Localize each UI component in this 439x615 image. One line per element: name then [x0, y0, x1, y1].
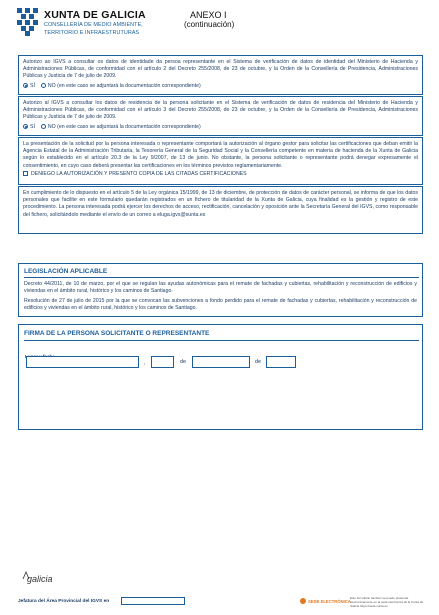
day-input[interactable]	[151, 356, 174, 368]
provincial-area-input[interactable]	[121, 597, 185, 605]
xunta-logo-icon	[17, 8, 39, 36]
identity-consent-options	[23, 83, 418, 89]
year-input[interactable]	[266, 356, 296, 368]
residence-no-label: NO (en este caso se adjuntará la documentación correspondiente)	[47, 123, 201, 130]
ministry-line-1: CONSELLERÍA DE MEDIO AMBIENTE,	[44, 22, 143, 28]
certificates-text: La presentación de la solicitud por la persona interesada o representante comportará la autorización al órgano gestor para solicitar las certificaciones que deban emitir la Agencia Estatal de la Administración Tributaria, la Tesorería General de la Seguridad Social y la Consellería competente en materia de hacienda de la Xunta de Galicia según lo establecido en el artículo 20.3 de la Ley 9/2007, de 13 de junio. No obstante, la persona solicitante o representante podrá denegar expresamente el consentimiento, en cuyo caso deberá presentar las certificaciones en los términos previstos reglamentariamente.	[23, 141, 418, 169]
data-protection-text: En cumplimiento de lo dispuesto en el artículo 5 de la Ley orgánica 15/1999, de 13 de diciembre, de protección de datos de carácter personal, se informa de que los datos personales que facilite en este formulario quedarán registrados en un fichero de titularidad de la Xunta de Galicia, cuya finalidad es la gestión y registro de este procedimiento. La persona interesada podrá ejercer los derechos de acceso, rectificación, cancelación y oposición ante la Secretaría General del IGVS, como responsable del fichero, solicitándolo mediante el envío de un correo a eluga.igvs@xunta.es	[23, 190, 418, 218]
identity-consent-text: Autorizo ao IGVS a consultar os datos de identidade da persoa representante en el Sistema de verificación de datos de identidad del Ministerio de Hacienda y Administraciones Públicas, de conformidad con el artículo 2 del Decreto 255/2008, de 23 de octubre, y la Orden de la Consellería de Presidencia, Administraciones Públicas y Justicia de 7 de julio de 2009.	[23, 59, 418, 80]
residence-yes-label: SÍ	[30, 123, 35, 130]
place-input[interactable]	[26, 356, 139, 368]
brand-title: XUNTA DE GALICIA	[44, 9, 146, 21]
identity-no-radio[interactable]	[41, 83, 46, 88]
sede-note: Este formulario también se puede presentar electrónicamente en la sede electrónica de la Xunta de Galicia https://sede.xunta.es	[350, 596, 424, 608]
data-protection-box	[18, 186, 423, 234]
signature-title: FIRMA DE LA PERSONA SOLICITANTE O REPRESENTANTE	[24, 330, 210, 337]
deny-authorization-checkbox[interactable]	[23, 171, 28, 176]
legislation-divider	[24, 277, 419, 278]
signature-box	[18, 324, 423, 430]
residence-consent-box	[18, 96, 423, 136]
signature-divider	[24, 340, 419, 341]
ministry-line-2: TERRITORIO E INFRAESTRUTURAS	[44, 30, 140, 36]
de-separator-1: de	[180, 359, 187, 365]
identity-no-label: NO (en este caso se adjuntará la documentación correspondiente)	[47, 82, 201, 89]
legislation-title: LEGISLACIÓN APLICABLE	[24, 268, 108, 275]
deny-authorization-option[interactable]	[23, 171, 418, 177]
galicia-logo-text: galicia	[27, 574, 53, 584]
month-input[interactable]	[192, 356, 250, 368]
residence-consent-options	[23, 124, 418, 130]
identity-consent-box	[18, 55, 423, 95]
sede-electronica-label: SEDE ELECTRÓNICA	[308, 599, 351, 604]
provincial-head-label: Jefatura del Área Provincial del IGVS en	[18, 599, 110, 604]
de-separator-2: de	[255, 359, 262, 365]
residence-no-radio[interactable]	[41, 124, 46, 129]
place-comma: ,	[144, 360, 146, 366]
annex-title: ANEXO I	[190, 10, 227, 20]
sede-electronica-icon	[300, 598, 306, 604]
identity-yes-radio[interactable]	[23, 83, 28, 88]
certificates-box	[18, 137, 423, 185]
identity-yes-label: SÍ	[30, 82, 35, 89]
legislation-box	[18, 263, 423, 317]
annex-subtitle: (continuación)	[184, 20, 235, 29]
legislation-para-1: Decreto 44/2011, de 10 de marzo, por el que se regulan las ayudas autonómicas para el remate de fachadas y cubiertas, rehabilitación y reconstrucción de edificios y viviendas en el ámbito rural, histórico y los caminos de Santiago.	[24, 280, 417, 294]
identity-no-option[interactable]	[41, 83, 201, 89]
residence-yes-radio[interactable]	[23, 124, 28, 129]
residence-no-option[interactable]	[41, 124, 201, 130]
residence-yes-option[interactable]	[23, 124, 35, 130]
deny-authorization-label: DENIEGO LA AUTORIZACIÓN Y PRESENTO COPIA DE LAS CITADAS CERTIFICACIONES	[31, 170, 247, 177]
legislation-para-2: Resolución de 27 de julio de 2015 por la que se convocan las subvenciones a fondo perdido para el remate de fachadas y cubiertas, rehabilitación y reconstrucción de edificios y viviendas en el ámbito rural, histórico y los caminos de Santiago.	[24, 298, 417, 312]
identity-yes-option[interactable]	[23, 83, 35, 89]
residence-consent-text: Autorizo al IGVS a consultar los datos de residencia de la persona solicitante en el Sistema de verificación de datos de residencia del Ministerio de Hacienda y Administraciones Públicas, de conformidad con el artículo 3 del Decreto 255/2008, de 23 de octubre, y la Orden de la Consellería de Presidencia, Administraciones Públicas y Justicia de 7 de julio de 2009.	[23, 100, 418, 121]
